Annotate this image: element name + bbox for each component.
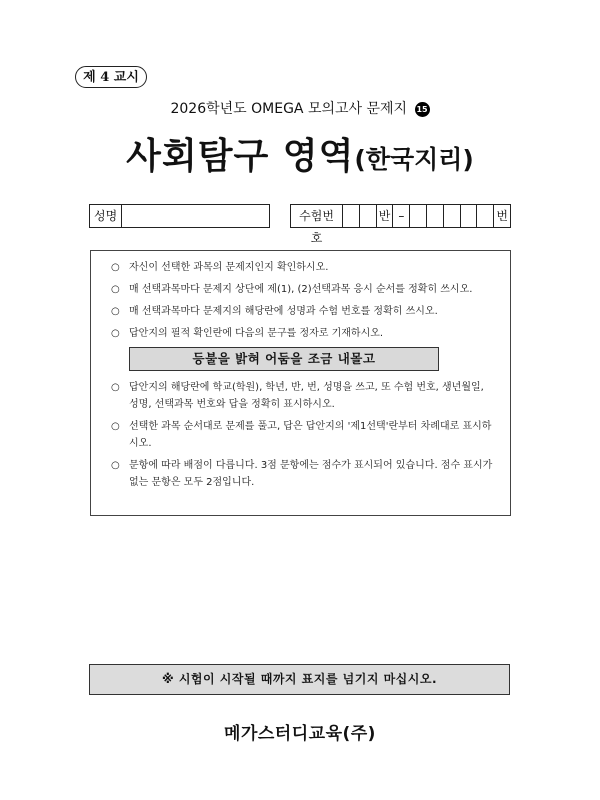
bullet-icon: ○	[111, 306, 120, 317]
page-title	[0, 128, 600, 179]
number-digit-cell[interactable]	[444, 205, 461, 227]
exam-name-text: 2026학년도 OMEGA 모의고사 문제지	[170, 101, 408, 117]
instruction-item: ○ 문항에 따라 배점이 다릅니다. 3점 문항에는 점수가 표시되어 있습니다. 점수 표시가 없는 문항은 모두 2점입니다.	[111, 457, 496, 491]
instruction-item: ○ 자신이 선택한 과목의 문제지인지 확인하시오.	[111, 259, 496, 276]
exam-number-box	[290, 204, 511, 245]
form-number-badge: 15	[415, 102, 430, 117]
period-label: 제 4 교시	[75, 66, 147, 88]
instruction-item: ○ 답안지의 필적 확인란에 다음의 문구를 정자로 기재하시오.	[111, 325, 496, 342]
handwriting-phrase: 등불을 밝혀 어둠을 조금 내몰고	[129, 347, 439, 371]
number-label: 번	[496, 209, 508, 223]
name-box	[89, 204, 270, 228]
bullet-icon: ○	[111, 284, 120, 295]
warning-banner: ※ 시험이 시작될 때까지 표지를 넘기지 마십시오.	[89, 664, 510, 695]
bullet-icon: ○	[111, 328, 120, 339]
number-digit-cell[interactable]	[427, 205, 444, 227]
title-main: 사회탐구 영역	[126, 136, 355, 177]
bullet-icon: ○	[111, 460, 120, 471]
exam-name	[0, 99, 600, 119]
number-digit-cell[interactable]	[410, 205, 427, 227]
class-digit-cell[interactable]	[343, 205, 360, 227]
bullet-icon: ○	[111, 262, 120, 273]
instruction-item: ○ 매 선택과목마다 문제지 상단에 제(1), (2)선택과목 응시 순서를 정확히 쓰시오.	[111, 281, 496, 298]
instruction-item: ○ 매 선택과목마다 문제지의 해당란에 성명과 수험 번호를 정확히 쓰시오.	[111, 303, 496, 320]
number-digit-cell[interactable]	[477, 205, 494, 227]
class-digit-cell[interactable]	[360, 205, 377, 227]
instructions-list	[111, 259, 496, 496]
instructions-box	[90, 250, 511, 516]
name-field[interactable]	[122, 205, 269, 227]
exam-number-label: 수험번호	[291, 205, 343, 227]
name-label: 성명	[90, 205, 122, 227]
bullet-icon: ○	[111, 421, 120, 432]
publisher-name: 메가스터디교육(주)	[224, 724, 376, 744]
class-label: 반	[377, 205, 394, 227]
instruction-item: ○ 답안지의 해당란에 학교(학원), 학년, 반, 번, 성명을 쓰고, 또 수험 번호, 생년월일, 성명, 선택과목 번호와 답을 정확히 표시하시오.	[111, 379, 496, 413]
bullet-icon: ○	[111, 382, 120, 393]
number-digit-cell[interactable]	[461, 205, 478, 227]
handwriting-phrase-row	[111, 347, 496, 371]
instruction-item: ○ 선택한 과목 순서대로 문제를 풀고, 답은 답안지의 '제1선택'란부터 차례대로 표시하시오.	[111, 418, 496, 452]
title-subject: (한국지리)	[354, 145, 474, 174]
dash-separator: –	[393, 205, 410, 227]
